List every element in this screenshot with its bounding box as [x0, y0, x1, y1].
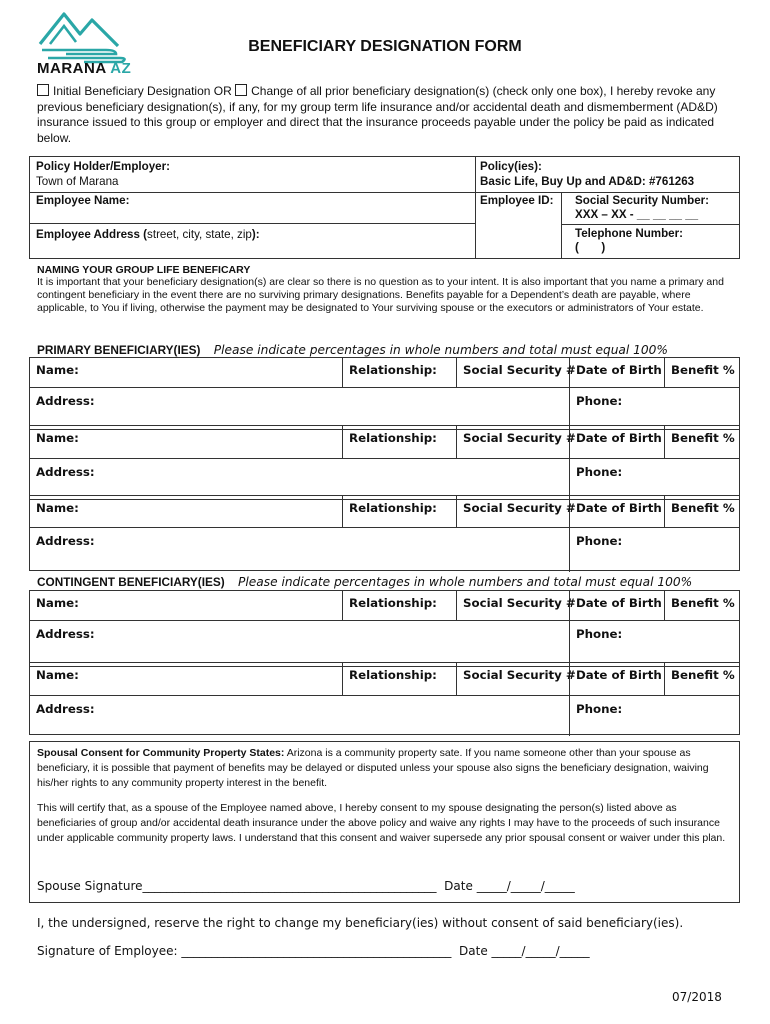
divider: [456, 590, 457, 620]
employee-address-field[interactable]: Employee Address (street, city, state, zip):: [36, 228, 260, 241]
divider: [569, 527, 570, 572]
employee-signature-row: [37, 944, 590, 958]
divider: [29, 666, 740, 667]
divider: [475, 192, 740, 193]
divider: [561, 192, 562, 259]
spouse-signature-label: Spouse Signature: [37, 879, 143, 893]
divider: [664, 495, 665, 527]
relationship-field[interactable]: Relationship:: [349, 596, 437, 610]
initial-designation-checkbox[interactable]: [37, 84, 49, 96]
benefit-percent-field[interactable]: Benefit %: [671, 363, 735, 377]
address-field[interactable]: Address:: [36, 627, 95, 641]
primary-beneficiaries-table: [29, 357, 740, 571]
divider: [569, 620, 570, 662]
telephone-label: Telephone Number:: [575, 227, 684, 240]
name-field[interactable]: Name:: [36, 668, 79, 682]
divider: [475, 156, 476, 259]
phone-field[interactable]: Phone:: [576, 702, 623, 716]
divider: [29, 223, 475, 224]
divider: [29, 662, 740, 663]
benefit-percent-field[interactable]: Benefit %: [671, 596, 735, 610]
divider: [569, 458, 570, 495]
contingent-heading: CONTINGENT BENEFICIARY(IES) Please indicate percentages in whole numbers and total must equal 100%: [37, 575, 693, 589]
relationship-field[interactable]: Relationship:: [349, 668, 437, 682]
ssn-field[interactable]: Social Security #: [463, 668, 576, 682]
divider: [456, 357, 457, 387]
divider: [456, 495, 457, 527]
employee-name-field[interactable]: Employee Name:: [36, 194, 130, 207]
address-field[interactable]: Address:: [36, 465, 95, 479]
divider: [561, 224, 740, 225]
naming-guidance: [37, 264, 737, 315]
divider: [456, 425, 457, 458]
divider: [29, 425, 740, 426]
divider: [342, 662, 343, 695]
date-of-birth-field[interactable]: Date of Birth: [576, 668, 662, 682]
consent-heading: Spousal Consent for Community Property States:: [37, 747, 285, 759]
date-of-birth-field[interactable]: Date of Birth: [576, 363, 662, 377]
change-designation-checkbox[interactable]: [235, 84, 247, 96]
date-of-birth-field[interactable]: Date of Birth: [576, 596, 662, 610]
divider: [342, 590, 343, 620]
naming-body: It is important that your beneficiary designation(s) are clear so there is no question as to your intent. It is also important that you name a primary and contingent beneficiary in the event there are no surviving primary designations. Benefits payable for a Dependent’s death are payable, where applicable, to You if living, otherwise the payment may be designated to Your surviving spouse or the executors or administrators of Your estate.: [37, 276, 724, 315]
phone-field[interactable]: Phone:: [576, 394, 623, 408]
name-field[interactable]: Name:: [36, 363, 79, 377]
phone-field[interactable]: Phone:: [576, 465, 623, 479]
ssn-field[interactable]: Social Security #: [463, 596, 576, 610]
consent-para2: This will certify that, as a spouse of the Employee named above, I hereby consent to my spouse designating the person(s) listed above as beneficiaries of group and/or accidental death insurance under the above policy and waive any rights I may have to the proceeds of such insurance under applicable community property laws. I understand that this consent and waiver supersede any prior spousal consent or waiver under this plan.: [37, 801, 726, 845]
logo-wordmark: MARANA AZ: [37, 60, 132, 77]
divider: [29, 527, 740, 528]
benefit-percent-field[interactable]: Benefit %: [671, 668, 735, 682]
designation-type-paragraph: [37, 84, 737, 146]
policies-label: Policy(ies):: [480, 160, 542, 173]
divider: [29, 499, 740, 500]
spouse-date-line[interactable]: _____/_____/_____: [476, 879, 575, 893]
divider: [569, 695, 570, 736]
divider: [456, 662, 457, 695]
telephone-field[interactable]: ( ): [575, 241, 606, 254]
divider: [664, 357, 665, 387]
page-title: BENEFICIARY DESIGNATION FORM: [248, 38, 522, 55]
name-field[interactable]: Name:: [36, 501, 79, 515]
employee-signature-label: Signature of Employee:: [37, 944, 178, 958]
primary-heading: PRIMARY BENEFICIARY(IES) Please indicate percentages in whole numbers and total must equal 100%: [37, 343, 668, 357]
divider: [29, 620, 740, 621]
divider: [569, 387, 570, 425]
employee-date-line[interactable]: _____/_____/_____: [491, 944, 590, 958]
divider: [29, 458, 740, 459]
divider: [342, 425, 343, 458]
relationship-field[interactable]: Relationship:: [349, 501, 437, 515]
divider: [29, 495, 740, 496]
initial-designation-label: Initial Beneficiary Designation OR: [53, 84, 232, 98]
name-field[interactable]: Name:: [36, 596, 79, 610]
divider: [664, 425, 665, 458]
benefit-percent-field[interactable]: Benefit %: [671, 431, 735, 445]
ssn-field[interactable]: Social Security #: [463, 431, 576, 445]
divider: [664, 590, 665, 620]
spouse-signature-row: [37, 879, 575, 893]
relationship-field[interactable]: Relationship:: [349, 431, 437, 445]
name-field[interactable]: Name:: [36, 431, 79, 445]
date-of-birth-field[interactable]: Date of Birth: [576, 501, 662, 515]
employee-id-field[interactable]: Employee ID:: [480, 194, 554, 207]
spousal-consent: [37, 746, 737, 846]
policy-holder-value: Town of Marana: [36, 175, 119, 188]
benefit-percent-field[interactable]: Benefit %: [671, 501, 735, 515]
address-field[interactable]: Address:: [36, 534, 95, 548]
ssn-field[interactable]: XXX – XX - __ __ __ __: [575, 208, 699, 221]
ssn-field[interactable]: Social Security #: [463, 363, 576, 377]
form-revision-date: 07/2018: [672, 990, 722, 1004]
divider: [29, 192, 475, 193]
divider: [29, 695, 740, 696]
ssn-label: Social Security Number:: [575, 194, 710, 207]
consent-para1: Arizona is a community property sate. If you name someone other than your spouse as beneficiary, it is possible that payment of benefits may be delayed or disputed unless your spouse also signs the beneficiary designation, waiving his/her rights to any community property interest in the benefit.: [37, 747, 709, 790]
phone-field[interactable]: Phone:: [576, 534, 623, 548]
relationship-field[interactable]: Relationship:: [349, 363, 437, 377]
spouse-date-label: Date: [444, 879, 473, 893]
divider: [342, 495, 343, 527]
date-of-birth-field[interactable]: Date of Birth: [576, 431, 662, 445]
policies-value: Basic Life, Buy Up and AD&D: #761263: [480, 175, 695, 188]
divider: [29, 429, 740, 430]
change-designation-label: Change of all prior beneficiary designation(s) (check only one box), I hereby revoke any previous beneficiary designation(s), if any, for my group term life insurance and/or accidental death and dismemberment (AD&D) insurance issued to this group or employer and direct that the insurance proceeds payable under the policy be paid as indicated below.: [37, 84, 718, 145]
naming-heading: NAMING YOUR GROUP LIFE BENEFICARY: [37, 264, 251, 276]
address-field[interactable]: Address:: [36, 702, 95, 716]
divider: [342, 357, 343, 387]
divider: [29, 387, 740, 388]
phone-field[interactable]: Phone:: [576, 627, 623, 641]
divider: [664, 662, 665, 695]
policy-holder-label: Policy Holder/Employer:: [36, 160, 171, 173]
ssn-field[interactable]: Social Security #: [463, 501, 576, 515]
employee-signature-line[interactable]: _____________________________________________: [181, 944, 452, 958]
reserve-rights-statement: I, the undersigned, reserve the right to change my beneficiary(ies) without consent of said beneficiary(ies).: [37, 916, 684, 930]
spouse-signature-line[interactable]: _________________________________________________: [142, 879, 437, 893]
address-field[interactable]: Address:: [36, 394, 95, 408]
employee-date-label: Date: [459, 944, 488, 958]
